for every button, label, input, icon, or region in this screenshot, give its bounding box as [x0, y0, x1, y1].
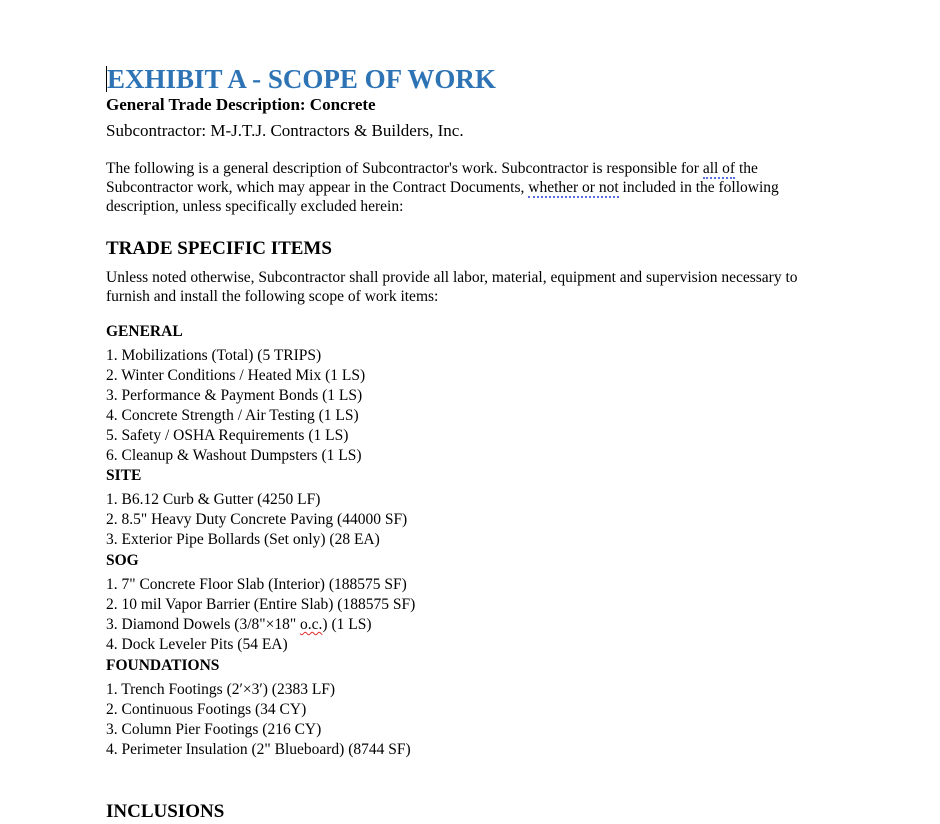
list-item: 4. Dock Leveler Pits (54 EA): [106, 636, 288, 653]
dowel-item-text: 3. Diamond Dowels (3/8"×18": [106, 616, 301, 633]
list-item: 2. 10 mil Vapor Barrier (Entire Slab) (188575 SF): [106, 596, 416, 613]
list-item: 4. Perimeter Insulation (2" Blueboard) (8744 SF): [106, 741, 411, 758]
spelling-flag-oc[interactable]: o.c.: [300, 616, 323, 633]
intro-paragraph: [106, 159, 836, 216]
section-heading-general: GENERAL: [106, 323, 183, 340]
list-item: 3. Column Pier Footings (216 CY): [106, 721, 322, 738]
list-item: [106, 615, 415, 635]
list-item: 2. Winter Conditions / Heated Mix (1 LS): [106, 367, 366, 384]
trade-description: General Trade Description: Concrete: [106, 95, 376, 114]
list-item: 4. Concrete Strength / Air Testing (1 LS): [106, 407, 359, 424]
intro-text-3: included in the following description, unless specifically excluded herein:: [106, 179, 779, 215]
trade-specific-intro: Unless noted otherwise, Subcontractor shall provide all labor, material, equipment and supervision necessary to furnish and install the following scope of work items:: [106, 269, 798, 305]
list-item: 2. 8.5" Heavy Duty Concrete Paving (44000 SF): [106, 511, 408, 528]
sog-items-list: [106, 575, 415, 655]
list-item: 5. Safety / OSHA Requirements (1 LS): [106, 427, 349, 444]
grammar-flag-whether-or-not[interactable]: whether or not: [528, 179, 619, 196]
list-item: 1. 7" Concrete Floor Slab (Interior) (188575 SF): [106, 576, 407, 593]
inclusions-heading: INCLUSIONS: [106, 801, 225, 822]
dowel-item-tail: ) (1 LS): [322, 616, 372, 633]
exhibit-title: EXHIBIT A - SCOPE OF WORK: [107, 64, 496, 94]
subcontractor-line: Subcontractor: M-J.T.J. Contractors & Builders, Inc.: [106, 121, 464, 140]
section-heading-sog: SOG: [106, 552, 139, 569]
list-item: 1. Mobilizations (Total) (5 TRIPS): [106, 347, 322, 364]
intro-text-1: The following is a general description of Subcontractor's work. Subcontractor is responsible for: [106, 160, 703, 177]
list-item: 1. Trench Footings (2′×3′) (2383 LF): [106, 681, 336, 698]
list-item: 3. Performance & Payment Bonds (1 LS): [106, 387, 363, 404]
intro-text-2: the Subcontractor work, which may appear in the Contract Documents,: [106, 160, 758, 196]
list-item: 6. Cleanup & Washout Dumpsters (1 LS): [106, 447, 362, 464]
trade-specific-heading: TRADE SPECIFIC ITEMS: [106, 238, 332, 259]
section-heading-foundations: FOUNDATIONS: [106, 657, 220, 674]
general-items-list: [106, 346, 365, 466]
foundations-items-list: [106, 680, 411, 760]
list-item: 1. B6.12 Curb & Gutter (4250 LF): [106, 491, 321, 508]
site-items-list: [106, 490, 407, 550]
list-item: 2. Continuous Footings (34 CY): [106, 701, 307, 718]
list-item: 3. Exterior Pipe Bollards (Set only) (28 EA): [106, 531, 380, 548]
grammar-flag-all-of[interactable]: all of: [702, 160, 736, 177]
section-heading-site: SITE: [106, 467, 142, 484]
